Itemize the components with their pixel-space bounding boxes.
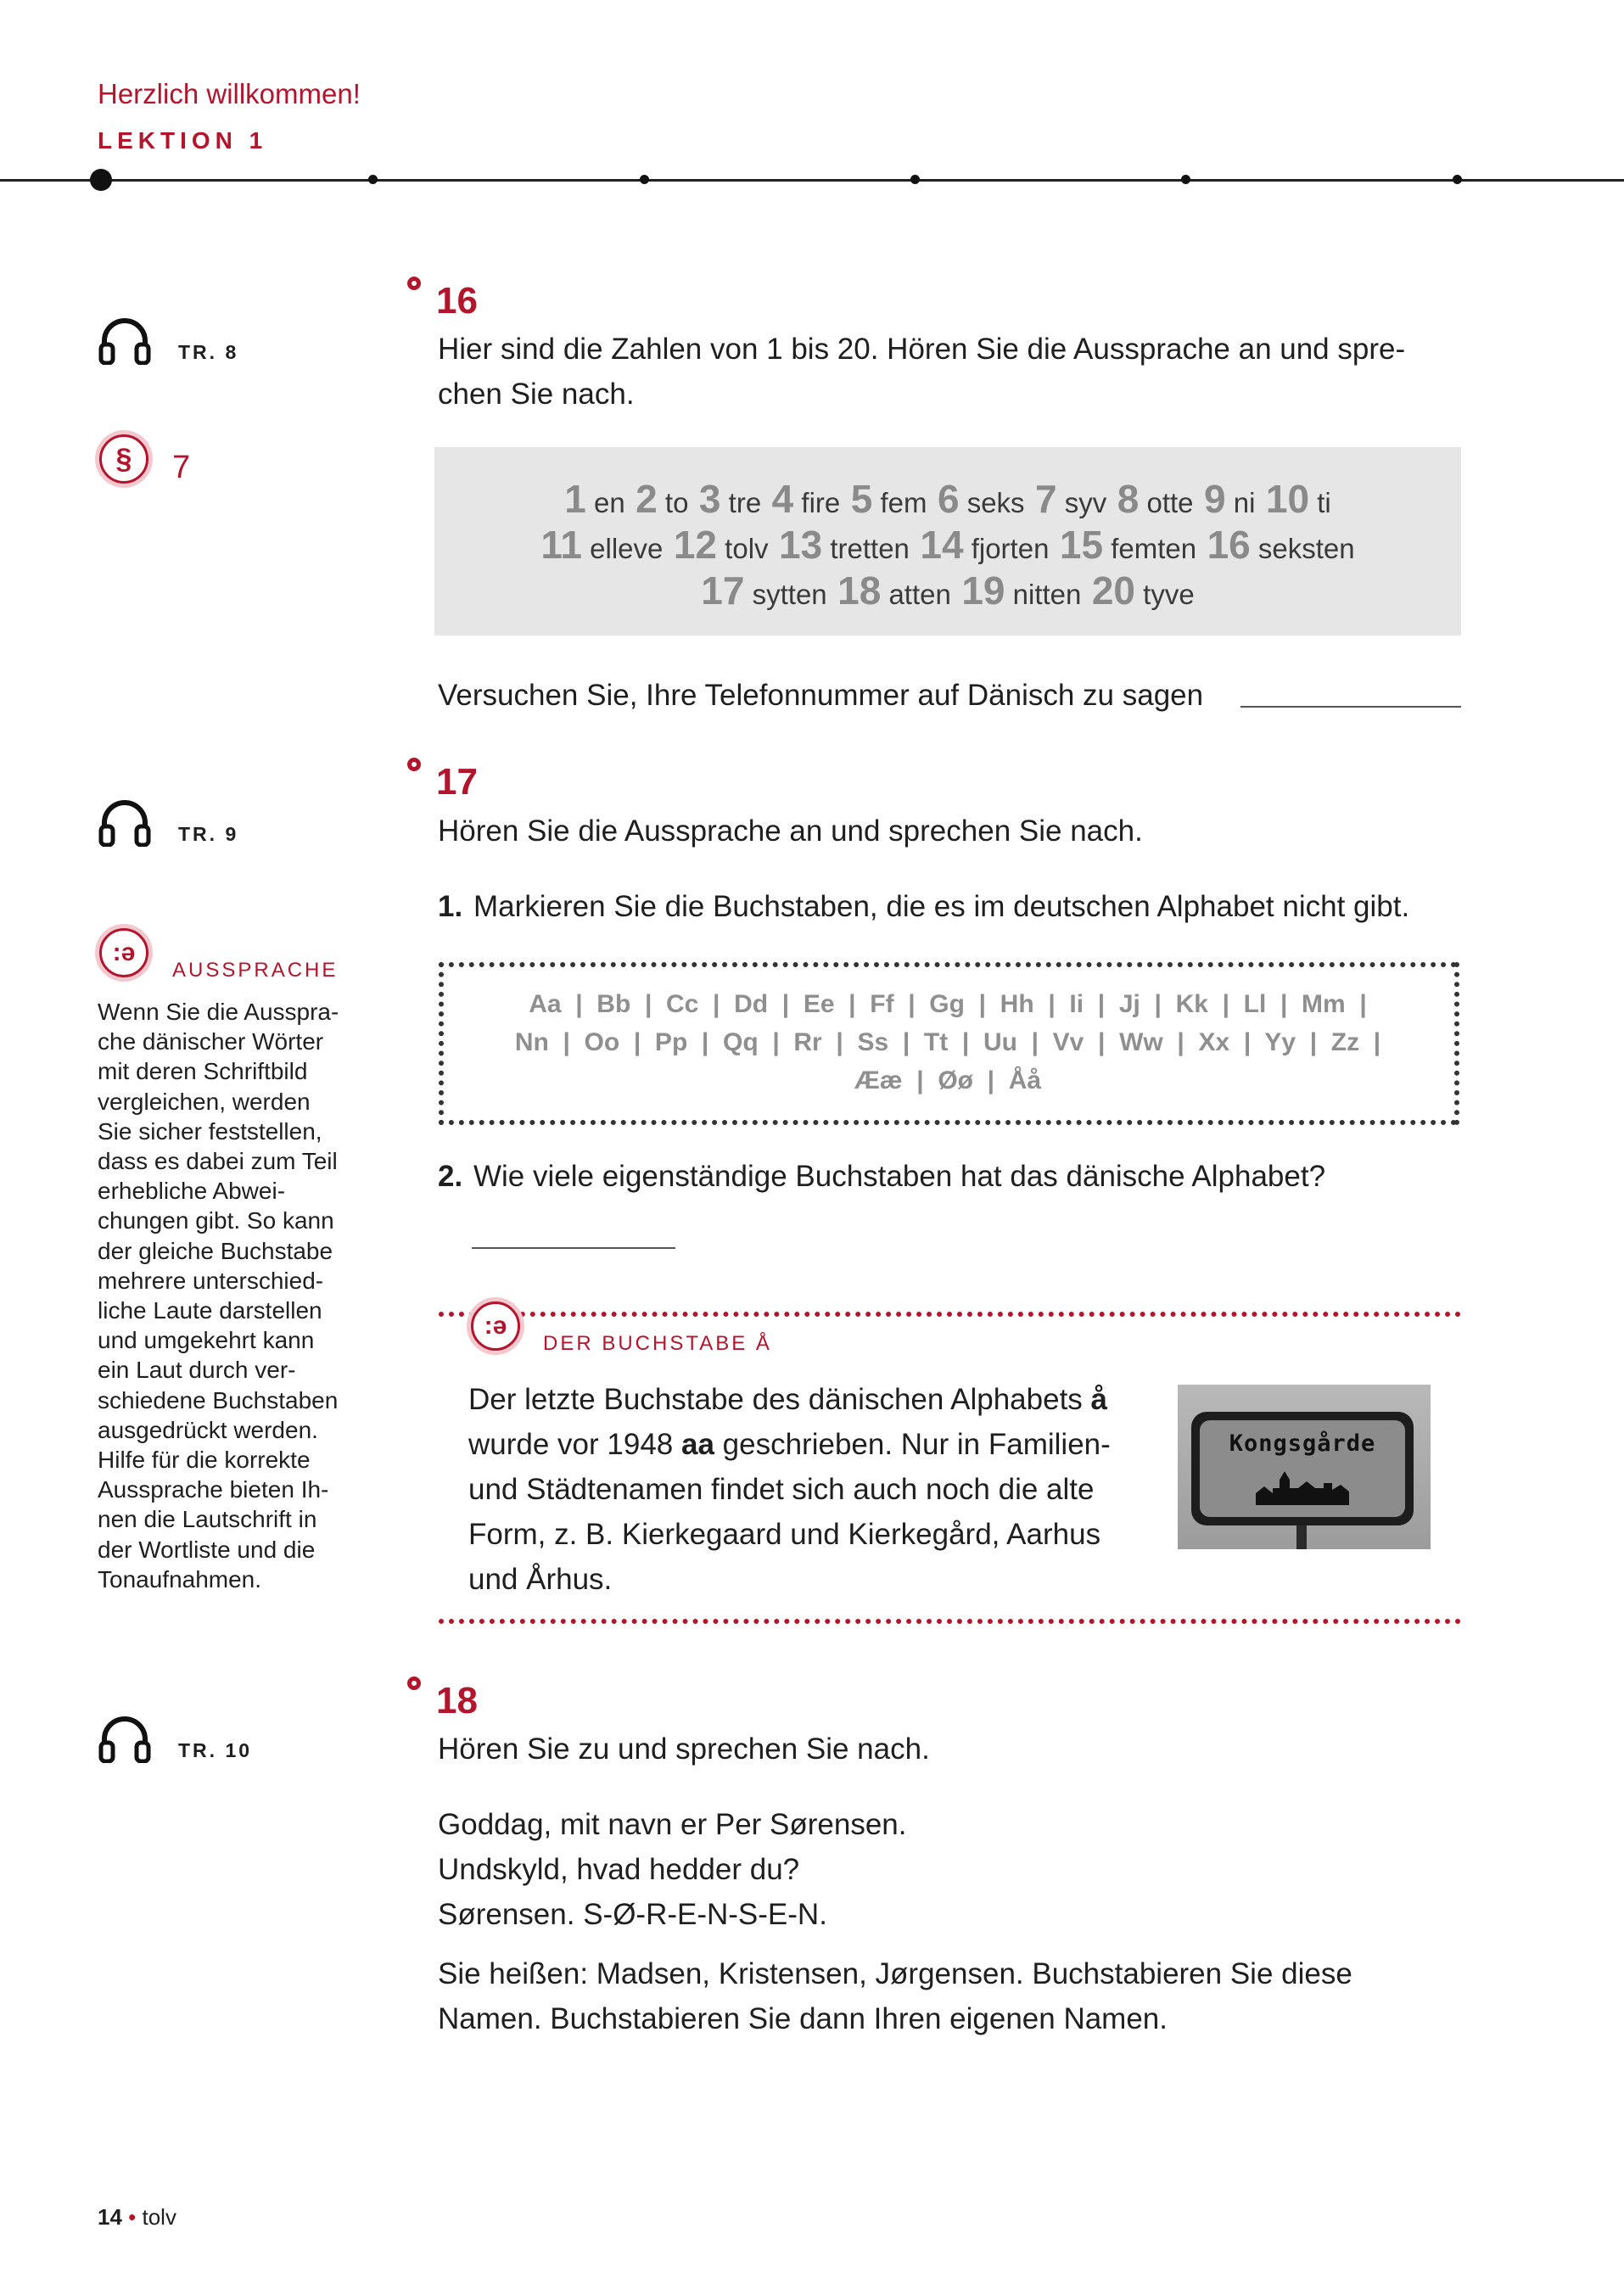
numbers-row-3 bbox=[434, 568, 1461, 613]
town-sign-photo bbox=[1178, 1385, 1431, 1549]
progress-dot bbox=[640, 175, 649, 184]
exercise-bullet-icon bbox=[407, 1676, 421, 1690]
exercise-17-instruction: Hören Sie die Aussprache an und sprechen Sie nach. bbox=[438, 814, 1143, 848]
progress-dot-current bbox=[90, 169, 112, 191]
number-word: nitten bbox=[1005, 579, 1082, 610]
schwa-icon: :ə bbox=[99, 928, 148, 977]
numbers-row-2 bbox=[434, 522, 1461, 568]
letter-count-answer-line[interactable] bbox=[472, 1247, 675, 1249]
number-digit: 20 bbox=[1091, 568, 1136, 613]
number-digit: 2 bbox=[636, 477, 658, 521]
number-digit: 15 bbox=[1059, 523, 1104, 567]
schwa-icon: :ə bbox=[471, 1301, 520, 1351]
exercise-number-18: 18 bbox=[436, 1680, 478, 1721]
phone-prompt: Versuchen Sie, Ihre Telefonnummer auf Dänisch zu sagen bbox=[438, 679, 1204, 712]
pronunciation-label: AUSSPRACHE bbox=[172, 959, 339, 982]
alphabet-box-border-left bbox=[439, 962, 444, 1125]
number-word: ti bbox=[1309, 487, 1331, 518]
track-label-10: TR. 10 bbox=[178, 1739, 253, 1761]
number-word: ni bbox=[1225, 487, 1256, 518]
number-word: elleve bbox=[582, 533, 664, 564]
number-word: tyve bbox=[1135, 579, 1195, 610]
exercise-18-dialog: Goddag, mit navn er Per Sørensen. Undskyld, hvad hedder du? Sørensen. S-Ø-R-E-N-S-E-N. bbox=[438, 1808, 907, 1931]
number-digit: 6 bbox=[937, 477, 960, 521]
task-2-number: 2. bbox=[438, 1160, 463, 1193]
headphones-icon[interactable] bbox=[98, 1714, 152, 1763]
number-digit: 11 bbox=[540, 523, 582, 567]
progress-dot bbox=[910, 175, 920, 184]
pronunciation-icon bbox=[95, 924, 153, 982]
grammar-reference: 7 bbox=[172, 450, 191, 485]
page-number-word: tolv bbox=[142, 2204, 176, 2230]
info-box-top-border bbox=[439, 1312, 1461, 1317]
number-digit: 13 bbox=[779, 523, 823, 567]
info-line-5: und Århus. bbox=[468, 1563, 613, 1596]
lesson-label: LEKTION 1 bbox=[98, 127, 268, 154]
number-digit: 1 bbox=[564, 477, 586, 521]
numbers-row-1 bbox=[434, 476, 1461, 522]
number-word: en bbox=[585, 487, 625, 518]
alphabet-row-1[interactable]: Aa | Bb | Cc | Dd | Ee | Ff | Gg | Hh | Ii | Jj | Kk | Ll | Mm | bbox=[529, 990, 1367, 1018]
pronunciation-icon bbox=[467, 1297, 524, 1355]
number-word: fjorten bbox=[963, 533, 1050, 564]
progress-dot bbox=[1453, 175, 1462, 184]
alphabet-row-3[interactable]: Ææ | Øø | Åå bbox=[854, 1066, 1042, 1094]
number-digit: 18 bbox=[837, 568, 882, 613]
town-sign bbox=[1191, 1412, 1414, 1525]
number-digit: 4 bbox=[771, 477, 794, 521]
number-word: tre bbox=[720, 487, 762, 518]
number-word: syv bbox=[1056, 487, 1107, 518]
info-box-bottom-border bbox=[439, 1619, 1461, 1624]
track-label-9: TR. 9 bbox=[178, 823, 239, 845]
town-silhouette-icon bbox=[1256, 1468, 1349, 1505]
number-word: sytten bbox=[744, 579, 827, 610]
alphabet-row-2[interactable]: Nn | Oo | Pp | Qq | Rr | Ss | Tt | Uu | Vv | Ww | Xx | Yy | Zz | bbox=[514, 1028, 1381, 1056]
numbers-box bbox=[434, 447, 1461, 635]
page-footer bbox=[98, 2204, 176, 2231]
info-line-3: und Städtenamen findet sich auch noch die alte bbox=[468, 1473, 1095, 1506]
number-digit: 10 bbox=[1265, 477, 1310, 521]
info-line-4: Form, z. B. Kierkegaard und Kierkegård, Aarhus bbox=[468, 1518, 1101, 1551]
task-2-text: Wie viele eigenständige Buchstaben hat das dänische Alphabet? bbox=[473, 1160, 1326, 1193]
footer-bullet: • bbox=[128, 2204, 137, 2230]
exercise-18-instruction: Hören Sie zu und sprechen Sie nach. bbox=[438, 1732, 930, 1766]
number-word: tolv bbox=[717, 533, 769, 564]
task-1-number: 1. bbox=[438, 890, 463, 923]
grammar-paragraph-icon[interactable] bbox=[95, 430, 153, 488]
exercise-16-instruction: Hier sind die Zahlen von 1 bis 20. Hören Sie die Aussprache an und spre- chen Sie nach. bbox=[438, 333, 1406, 411]
headphones-icon[interactable] bbox=[98, 316, 152, 365]
number-word: fire bbox=[793, 487, 841, 518]
number-digit: 5 bbox=[850, 477, 873, 521]
number-word: seksten bbox=[1250, 533, 1355, 564]
number-word: fem bbox=[872, 487, 927, 518]
exercise-number-16: 16 bbox=[436, 280, 478, 322]
exercise-bullet-icon bbox=[407, 277, 421, 290]
progress-dot bbox=[368, 175, 378, 184]
track-label-8: TR. 8 bbox=[178, 341, 239, 363]
number-word: seks bbox=[959, 487, 1025, 518]
number-word: tretten bbox=[822, 533, 910, 564]
exercise-18-task: Sie heißen: Madsen, Kristensen, Jørgensen. Buchstabieren Sie diese Namen. Buchstabieren Sie dann Ihren eigenen Namen. bbox=[438, 1957, 1352, 2035]
info-line-2: wurde vor 1948 aa geschrieben. Nur in Familien- bbox=[468, 1428, 1111, 1461]
number-digit: 3 bbox=[698, 477, 721, 521]
number-word: to bbox=[657, 487, 689, 518]
task-1-text: Markieren Sie die Buchstaben, die es im deutschen Alphabet nicht gibt. bbox=[473, 890, 1410, 923]
number-word: otte bbox=[1139, 487, 1194, 518]
number-digit: 17 bbox=[701, 568, 745, 613]
headphones-icon[interactable] bbox=[98, 798, 152, 847]
info-box-label: DER BUCHSTABE Å bbox=[543, 1332, 772, 1355]
exercise-number-17: 17 bbox=[436, 761, 478, 803]
alphabet-box bbox=[439, 962, 1457, 1125]
exercise-bullet-icon bbox=[407, 758, 421, 771]
number-digit: 7 bbox=[1035, 477, 1057, 521]
info-line-1: Der letzte Buchstabe des dänischen Alphabets å bbox=[468, 1383, 1107, 1416]
phone-answer-line[interactable] bbox=[1240, 706, 1461, 708]
number-digit: 12 bbox=[673, 523, 718, 567]
number-digit: 9 bbox=[1204, 477, 1226, 521]
header-rule bbox=[0, 179, 1624, 182]
number-word: femten bbox=[1103, 533, 1197, 564]
chapter-title: Herzlich willkommen! bbox=[98, 78, 361, 109]
paragraph-icon: § bbox=[99, 434, 148, 484]
number-digit: 16 bbox=[1207, 523, 1251, 567]
progress-dot bbox=[1181, 175, 1190, 184]
pronunciation-text: Wenn Sie die Ausspra- che dänischer Wörter mit deren Schriftbild vergleichen, werden Sie sicher feststellen, dass es dabei zum Teil erhebliche Abwei- chungen gibt. So kann der gleiche Buchstabe mehrere unterschied- liche Laute darstellen und umgekehrt kann ein Laut durch ver- schiedene Buchstaben ausgedrückt werden. Hilfe für die korrekte Aussprache bieten Ih- nen die Lautschrift in der Wortliste und die Tonaufnahmen. bbox=[98, 999, 339, 1593]
sign-pole bbox=[1296, 1525, 1307, 1549]
number-digit: 14 bbox=[920, 523, 964, 567]
number-digit: 19 bbox=[961, 568, 1005, 613]
number-word: atten bbox=[881, 579, 951, 610]
town-sign-text: Kongsgårde bbox=[1229, 1430, 1376, 1457]
number-digit: 8 bbox=[1117, 477, 1140, 521]
alphabet-box-border-right bbox=[1454, 962, 1459, 1125]
page-number: 14 bbox=[98, 2204, 122, 2230]
